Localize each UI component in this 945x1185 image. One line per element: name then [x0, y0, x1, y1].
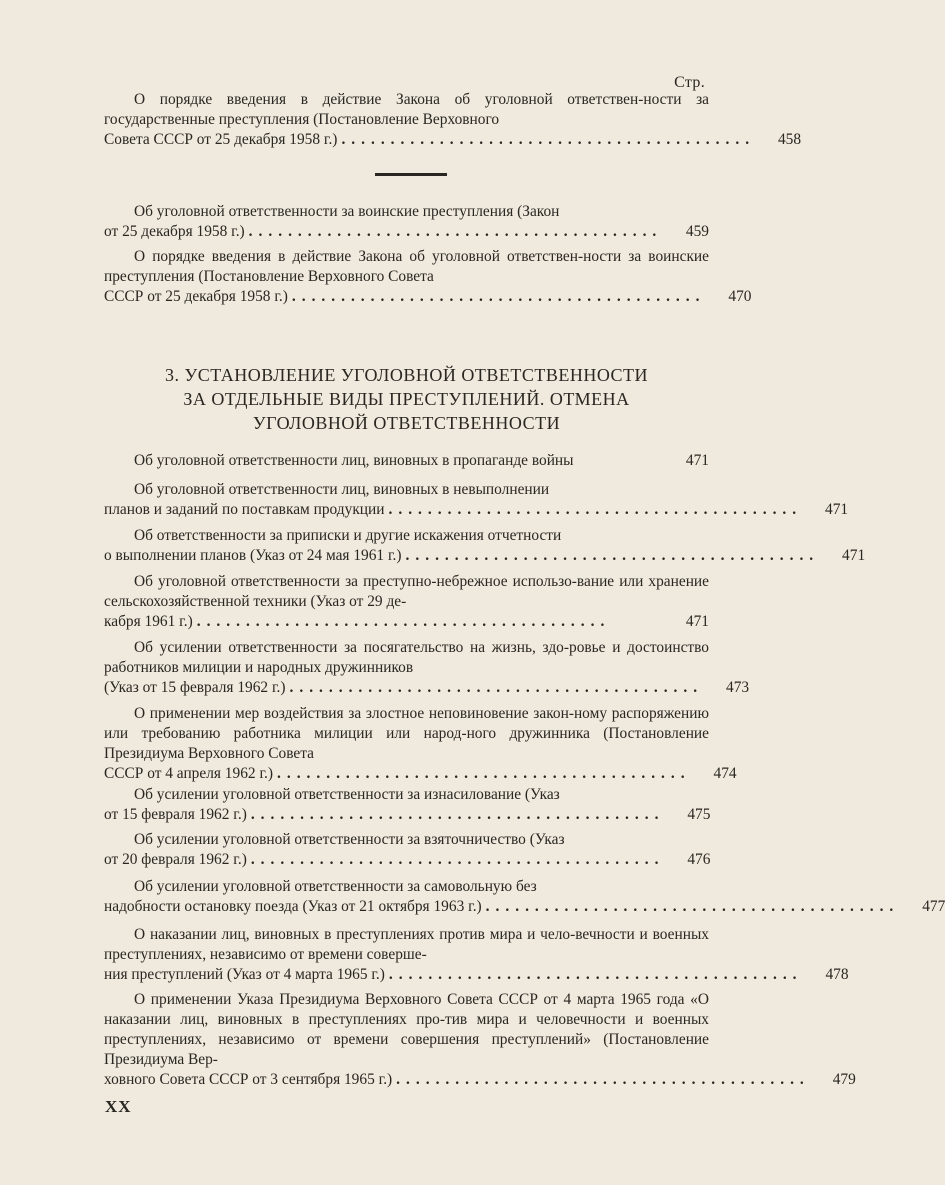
entry-text-tail: Совета СССР от 25 декабря 1958 г.) [104, 131, 338, 148]
entry-text-tail: кабря 1961 г.) [104, 613, 193, 630]
entry-page-number: 477 [922, 898, 945, 915]
toc-entry [104, 877, 945, 917]
dot-leader: .......................................... [341, 131, 756, 148]
entry-page-number: 479 [832, 1071, 856, 1088]
section-title-line: ЗА ОТДЕЛЬНЫЕ ВИДЫ ПРЕСТУПЛЕНИЙ. ОТМЕНА [183, 389, 630, 409]
entry-text: Об уголовной ответственности за преступно-небрежное использо-вание или хранение сельскохозяйственной техники (Указ от 29 де- [104, 573, 709, 610]
toc-entry [104, 925, 849, 985]
toc-entry [104, 247, 752, 307]
entry-text-tail: (Указ от 15 февраля 1962 г.) [104, 679, 286, 696]
entry-text-tail: надобности остановку поезда (Указ от 21 октября 1963 г.) [104, 898, 482, 915]
entry-text-tail: о выполнении планов (Указ от 24 мая 1961 г.) [104, 547, 402, 564]
toc-entry [104, 638, 750, 698]
entry-text: О наказании лиц, виновных в преступлениях против мира и чело-вечности и военных преступлениях, независимо от времени соверше- [104, 926, 709, 963]
entry-text: О применении Указа Президиума Верховного Совета СССР от 4 марта 1965 года «О наказании лиц, виновных в преступлениях про-тив мира и человечности и военных преступлениях, независимо от времени совершения преступлений» (Постановление Президиума Вер- [104, 991, 709, 1068]
entry-page-number: 470 [728, 288, 752, 305]
dot-leader: .......................................... [250, 806, 665, 823]
dot-leader: .......................................... [388, 966, 803, 983]
entry-text: Об уголовной ответственности лиц, виновных в невыполнении [134, 481, 550, 498]
divider-rule [375, 173, 447, 176]
dot-leader: .......................................... [289, 679, 704, 696]
dot-leader: .......................................... [196, 613, 611, 630]
entry-page-number: 474 [713, 765, 737, 782]
entry-page-number: 478 [825, 966, 849, 983]
entry-text-tail: от 25 декабря 1958 г.) [104, 223, 245, 240]
dot-leader: .......................................... [405, 547, 820, 564]
entry-text: Об ответственности за приписки и другие искажения отчетности [134, 527, 562, 544]
section-title-line: УГОЛОВНОЙ ОТВЕТСТВЕННОСТИ [252, 413, 561, 433]
entry-text-tail: Об уголовной ответственности лиц, виновных в пропаганде войны [134, 452, 574, 469]
toc-entry [104, 830, 709, 870]
dot-leader: .......................................... [250, 851, 665, 868]
page-number-footer: XX [105, 1097, 132, 1116]
entry-text-tail: СССР от 25 декабря 1958 г.) [104, 288, 288, 305]
section-title [104, 363, 709, 435]
entry-page-number: 473 [726, 679, 750, 696]
entry-text: Об усилении ответственности за посягательство на жизнь, здо-ровье и достоинство работников милиции и народных дружинников [104, 639, 709, 676]
entry-text: О применении мер воздействия за злостное неповиновение закон-ному распоряжению или требованию работника милиции или народ-ного дружинника (Постановление Президиума Верховного Совета [104, 705, 709, 762]
entry-text-tail: от 20 февраля 1962 г.) [104, 851, 247, 868]
entry-text: О порядке введения в действие Закона об уголовной ответствен-ности за воинские преступления (Постановление Верховного Совета [104, 248, 709, 285]
entry-page-number: 471 [825, 501, 849, 518]
page-column-label: Стр. [674, 74, 705, 91]
entry-text: Об усилении уголовной ответственности за взяточничество (Указ [134, 831, 565, 848]
dot-leader: .......................................... [248, 223, 663, 240]
entry-text: Об уголовной ответственности за воинские преступления (Закон [134, 203, 560, 220]
toc-entry [104, 526, 866, 566]
toc-entry [104, 90, 802, 150]
entry-page-number: 471 [842, 547, 866, 564]
toc-entry [104, 480, 849, 520]
section-title-line: 3. УСТАНОВЛЕНИЕ УГОЛОВНОЙ ОТВЕТСТВЕННОСТИ [164, 365, 649, 385]
entry-text: Об усилении уголовной ответственности за изнасилование (Указ [134, 786, 560, 803]
entry-text-tail: от 15 февраля 1962 г.) [104, 806, 247, 823]
entry-page-number: 475 [687, 806, 711, 823]
entry-page-number: 458 [777, 131, 802, 148]
dot-leader: .......................................... [388, 501, 803, 518]
entry-page-number: 459 [685, 223, 709, 240]
dot-leader: .......................................... [277, 765, 691, 782]
entry-text-tail: ния преступлений (Указ от 4 марта 1965 г.) [104, 966, 385, 983]
toc-entry [104, 785, 709, 825]
entry-page-number: 471 [685, 452, 709, 469]
toc-entry [104, 202, 709, 242]
dot-leader: .......................................... [485, 898, 900, 915]
toc-entry [104, 704, 737, 784]
entry-page-number: 471 [685, 613, 709, 630]
toc-entry [104, 451, 709, 471]
entry-page-number: 476 [687, 851, 711, 868]
entry-text-tail: СССР от 4 апреля 1962 г.) [104, 765, 273, 782]
entry-text-tail: планов и заданий по поставкам продукции [104, 501, 385, 518]
entry-text: Об усилении уголовной ответственности за самовольную без [134, 878, 537, 895]
toc-entry [104, 572, 709, 632]
entry-text-tail: ховного Совета СССР от 3 сентября 1965 г.) [104, 1071, 393, 1088]
toc-entry [104, 990, 856, 1090]
entry-text: О порядке введения в действие Закона об уголовной ответствен-ности за государственные преступления (Постановление Верховного [104, 91, 709, 128]
dot-leader: .......................................... [291, 288, 706, 305]
dot-leader: .......................................... [396, 1071, 810, 1088]
